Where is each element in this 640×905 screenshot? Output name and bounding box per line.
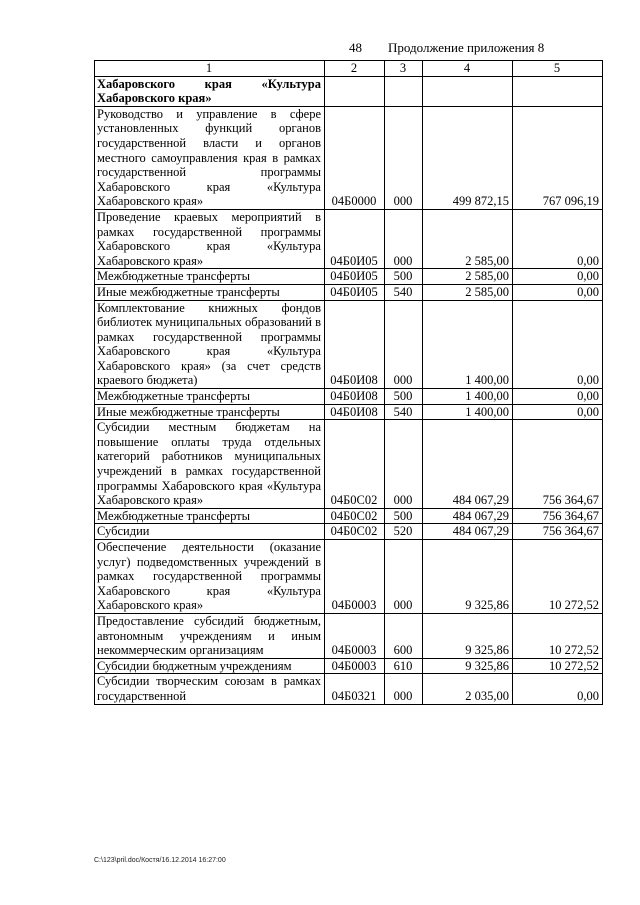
expense-type-code-cell: 520 (385, 524, 423, 540)
target-article-code-cell: 04Б0С02 (325, 524, 385, 540)
expense-type-code-cell: 000 (385, 106, 423, 209)
amount-column-4-cell (423, 76, 513, 106)
expense-type-code-cell: 500 (385, 269, 423, 285)
table-row (95, 420, 603, 509)
amount-column-4-cell: 499 872,15 (423, 106, 513, 209)
target-article-code-cell: 04Б0С02 (325, 420, 385, 509)
amount-column-4-cell: 2 585,00 (423, 269, 513, 285)
expense-name-cell: Проведение краевых мероприятий в рамках государственной программы Хабаровского края «Культура Хабаровского края» (95, 209, 325, 268)
expense-name-cell: Межбюджетные трансферты (95, 508, 325, 524)
column-header: 2 (325, 61, 385, 77)
table-row (95, 76, 603, 106)
expense-type-code-cell: 500 (385, 389, 423, 405)
amount-column-5-cell: 756 364,67 (513, 420, 603, 509)
target-article-code-cell: 04Б0321 (325, 674, 385, 704)
budget-table (94, 60, 603, 705)
amount-column-4-cell: 1 400,00 (423, 404, 513, 420)
target-article-code-cell: 04Б0И05 (325, 284, 385, 300)
table-row (95, 209, 603, 268)
amount-column-4-cell: 9 325,86 (423, 658, 513, 674)
target-article-code-cell: 04Б0С02 (325, 508, 385, 524)
expense-name-cell: Межбюджетные трансферты (95, 389, 325, 405)
expense-type-code-cell: 540 (385, 404, 423, 420)
amount-column-4-cell: 9 325,86 (423, 613, 513, 658)
target-article-code-cell: 04Б0И05 (325, 269, 385, 285)
table-row (95, 269, 603, 285)
amount-column-5-cell: 0,00 (513, 404, 603, 420)
table-row (95, 658, 603, 674)
amount-column-5-cell: 0,00 (513, 284, 603, 300)
table-row (95, 524, 603, 540)
amount-column-5-cell: 10 272,52 (513, 658, 603, 674)
expense-name-cell: Субсидии творческим союзам в рамках государственной (95, 674, 325, 704)
expense-type-code-cell: 600 (385, 613, 423, 658)
target-article-code-cell: 04Б0003 (325, 613, 385, 658)
amount-column-4-cell: 484 067,29 (423, 524, 513, 540)
page-header (0, 40, 640, 56)
amount-column-4-cell: 2 585,00 (423, 209, 513, 268)
amount-column-4-cell: 1 400,00 (423, 300, 513, 389)
target-article-code-cell: 04Б0000 (325, 106, 385, 209)
table-row (95, 389, 603, 405)
target-article-code-cell (325, 76, 385, 106)
table-row (95, 300, 603, 389)
expense-name-cell: Иные межбюджетные трансферты (95, 284, 325, 300)
expense-type-code-cell: 000 (385, 674, 423, 704)
amount-column-5-cell: 0,00 (513, 674, 603, 704)
column-number-row (95, 61, 603, 77)
amount-column-5-cell: 0,00 (513, 269, 603, 285)
expense-name-cell: Предоставление субсидий бюджетным, автономным учреждениям и иным некоммерческим организациям (95, 613, 325, 658)
document-file-path: C:\123\pril.doc/Костя/16.12.2014 16:27:00 (94, 857, 226, 864)
appendix-title: Продолжение приложения 8 (388, 40, 545, 55)
expense-type-code-cell: 000 (385, 300, 423, 389)
table-row (95, 106, 603, 209)
target-article-code-cell: 04Б0И08 (325, 404, 385, 420)
amount-column-5-cell (513, 76, 603, 106)
expense-type-code-cell: 000 (385, 540, 423, 614)
table-row (95, 284, 603, 300)
amount-column-5-cell: 10 272,52 (513, 540, 603, 614)
expense-name-cell: Субсидии местным бюджетам на повышение оплаты труда отдельных категорий работников муниципальных учреждений в рамках государственной программы Хабаровского края «Культура Хабаровского края» (95, 420, 325, 509)
expense-name-cell: Межбюджетные трансферты (95, 269, 325, 285)
table-row (95, 540, 603, 614)
column-header: 4 (423, 61, 513, 77)
amount-column-4-cell: 1 400,00 (423, 389, 513, 405)
target-article-code-cell: 04Б0И05 (325, 209, 385, 268)
amount-column-4-cell: 9 325,86 (423, 540, 513, 614)
expense-name-cell: Иные межбюджетные трансферты (95, 404, 325, 420)
amount-column-5-cell: 0,00 (513, 300, 603, 389)
amount-column-4-cell: 484 067,29 (423, 420, 513, 509)
column-header: 5 (513, 61, 603, 77)
amount-column-4-cell: 2 585,00 (423, 284, 513, 300)
expense-type-code-cell: 500 (385, 508, 423, 524)
expense-name-cell: Хабаровского края «Культура Хабаровского края» (95, 76, 325, 106)
expense-name-cell: Субсидии (95, 524, 325, 540)
budget-table-body (95, 61, 603, 705)
target-article-code-cell: 04Б0И08 (325, 300, 385, 389)
expense-name-cell: Субсидии бюджетным учреждениям (95, 658, 325, 674)
amount-column-4-cell: 2 035,00 (423, 674, 513, 704)
column-header: 3 (385, 61, 423, 77)
expense-type-code-cell: 610 (385, 658, 423, 674)
amount-column-5-cell: 756 364,67 (513, 524, 603, 540)
table-row (95, 613, 603, 658)
target-article-code-cell: 04Б0003 (325, 540, 385, 614)
expense-type-code-cell: 000 (385, 420, 423, 509)
target-article-code-cell: 04Б0003 (325, 658, 385, 674)
amount-column-5-cell: 0,00 (513, 389, 603, 405)
expense-name-cell: Обеспечение деятельности (оказание услуг) подведомственных учреждений в рамках государственной программы Хабаровского края «Культура Хабаровского края» (95, 540, 325, 614)
expense-name-cell: Комплектование книжных фондов библиотек муниципальных образований в рамках государственной программы Хабаровского края «Культура Хабаровского края» (за счет средств краевого бюджета) (95, 300, 325, 389)
expense-type-code-cell: 000 (385, 209, 423, 268)
expense-type-code-cell: 540 (385, 284, 423, 300)
column-header: 1 (95, 61, 325, 77)
table-row (95, 508, 603, 524)
table-row (95, 404, 603, 420)
target-article-code-cell: 04Б0И08 (325, 389, 385, 405)
expense-type-code-cell (385, 76, 423, 106)
table-row (95, 674, 603, 704)
amount-column-5-cell: 10 272,52 (513, 613, 603, 658)
amount-column-5-cell: 0,00 (513, 209, 603, 268)
amount-column-5-cell: 756 364,67 (513, 508, 603, 524)
expense-name-cell: Руководство и управление в сфере установленных функций органов государственной власти и органов местного самоуправления края в рамках государственной программы Хабаровского края «Культура Хабаровского края» (95, 106, 325, 209)
amount-column-5-cell: 767 096,19 (513, 106, 603, 209)
page-number: 48 (349, 40, 362, 55)
amount-column-4-cell: 484 067,29 (423, 508, 513, 524)
